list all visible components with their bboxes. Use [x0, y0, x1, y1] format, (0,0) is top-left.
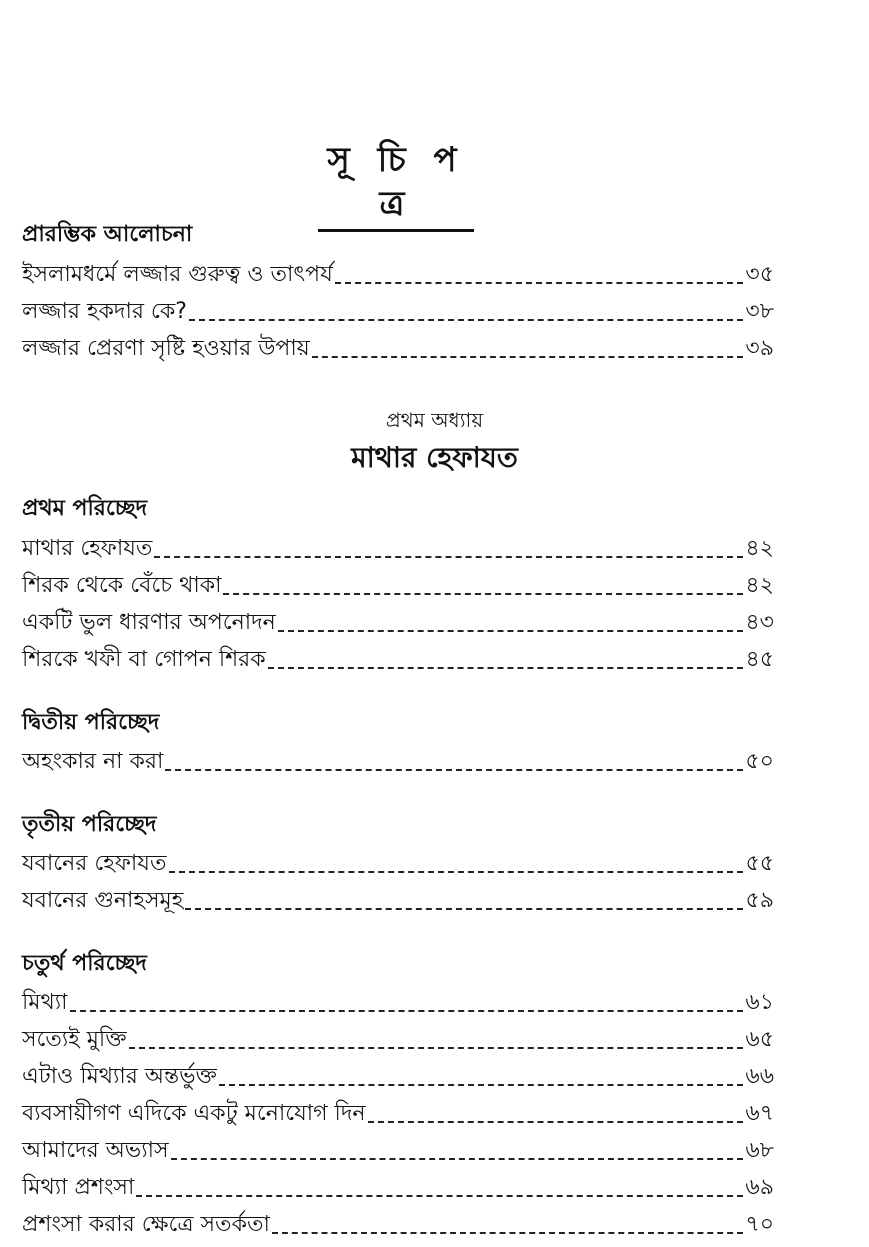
- toc-entry[interactable]: [22, 743, 774, 777]
- dot-leader: [165, 769, 743, 771]
- section-heading: দ্বিতীয় পরিচ্ছেদ: [22, 710, 160, 735]
- toc-title-block: [318, 138, 474, 232]
- toc-entry-title: যবানের গুনাহসমূহ: [22, 888, 184, 913]
- dot-leader: [169, 871, 744, 873]
- dot-leader: [335, 282, 744, 284]
- toc-entry-page: ৬৬: [745, 1064, 774, 1089]
- dot-leader: [223, 593, 743, 595]
- toc-entry-page: ৫৫: [745, 851, 774, 876]
- dot-leader: [268, 667, 744, 669]
- toc-entry-title: একটি ভুল ধারণার অপনোদন: [22, 610, 276, 635]
- toc-entry[interactable]: [22, 845, 774, 879]
- toc-entry[interactable]: [22, 1021, 774, 1055]
- toc-entry-page: ৪৩: [745, 610, 774, 635]
- toc-entry-page: ৬৭: [745, 1101, 774, 1126]
- toc-entry-title: আমাদের অভ্যাস: [22, 1138, 169, 1163]
- toc-entry[interactable]: [22, 1058, 774, 1092]
- title-underline: [318, 229, 474, 232]
- dot-leader: [171, 1158, 744, 1160]
- toc-entry-page: ৪২: [745, 573, 774, 598]
- section-heading: চতুর্থ পরিচ্ছেদ: [22, 951, 147, 976]
- toc-entry[interactable]: [22, 1132, 774, 1166]
- dot-leader: [136, 1195, 743, 1197]
- toc-entry-title: লজ্জার প্রেরণা সৃষ্টি হওয়ার উপায়: [22, 336, 310, 361]
- dot-leader: [272, 1232, 744, 1234]
- toc-entry-title: যবানের হেফাযত: [22, 851, 167, 876]
- section-heading-intro: প্রারম্ভিক আলোচনা: [22, 222, 193, 247]
- toc-entry[interactable]: [22, 256, 774, 290]
- toc-entry[interactable]: [22, 530, 774, 564]
- section-heading: তৃতীয় পরিচ্ছেদ: [22, 812, 157, 837]
- toc-entry-page: ৩৮: [745, 299, 774, 324]
- toc-entry-title: ব্যবসায়ীগণ এদিকে একটু মনোযোগ দিন: [22, 1101, 366, 1126]
- toc-entry[interactable]: [22, 984, 774, 1018]
- toc-entry-title: এটাও মিথ্যার অন্তর্ভুক্ত: [22, 1064, 217, 1089]
- toc-entry-title: শিরকে খফী বা গোপন শিরক: [22, 647, 266, 672]
- toc-entry-page: ৪২: [745, 536, 774, 561]
- toc-entry-page: ৩৯: [745, 336, 774, 361]
- toc-entry-title: মিথ্যা: [22, 990, 68, 1015]
- toc-entry[interactable]: [22, 882, 774, 916]
- dot-leader: [312, 356, 744, 358]
- dot-leader: [219, 1084, 744, 1086]
- dot-leader: [189, 319, 743, 321]
- toc-entry-page: ৬৮: [745, 1138, 774, 1163]
- toc-entry-title: প্রশংসা করার ক্ষেত্রে সতর্কতা: [22, 1212, 270, 1237]
- toc-entry-title: ইসলামধর্মে লজ্জার গুরুত্ব ও তাৎপর্য: [22, 262, 333, 287]
- toc-entry-page: ৭০: [745, 1212, 774, 1237]
- section-heading: প্রথম পরিচ্ছেদ: [22, 496, 148, 521]
- dot-leader: [278, 630, 744, 632]
- chapter-title: মাথার হেফাযত: [351, 441, 518, 474]
- toc-entry-page: ৪৫: [745, 647, 774, 672]
- toc-entry-page: ৬৫: [745, 1027, 774, 1052]
- dot-leader: [368, 1121, 744, 1123]
- dot-leader: [185, 908, 743, 910]
- toc-entry-page: ৬১: [745, 990, 774, 1015]
- toc-entry[interactable]: [22, 1095, 774, 1129]
- toc-entry-title: অহংকার না করা: [22, 749, 164, 774]
- toc-entry-title: মাথার হেফাযত: [22, 536, 153, 561]
- toc-entry-title: লজ্জার হকদার কে?: [22, 299, 187, 324]
- toc-entry-page: ৩৫: [745, 262, 774, 287]
- chapter-label: প্রথম অধ্যায়: [385, 408, 484, 432]
- dot-leader: [70, 1010, 744, 1012]
- toc-entry[interactable]: [22, 330, 774, 364]
- toc-entry[interactable]: [22, 1169, 774, 1203]
- toc-entry[interactable]: [22, 641, 774, 675]
- toc-entry-page: ৬৯: [745, 1175, 774, 1200]
- toc-entry[interactable]: [22, 293, 774, 327]
- toc-entry[interactable]: [22, 1206, 774, 1240]
- toc-entry-title: মিথ্যা প্রশংসা: [22, 1175, 135, 1200]
- dot-leader: [129, 1047, 744, 1049]
- toc-entry-page: ৫০: [745, 749, 774, 774]
- toc-entry[interactable]: [22, 567, 774, 601]
- dot-leader: [154, 556, 743, 558]
- toc-entry[interactable]: [22, 604, 774, 638]
- page-title: সূ চি প ত্র: [327, 140, 465, 224]
- toc-entry-title: সত্যেই মুক্তি: [22, 1027, 127, 1052]
- toc-entry-title: শিরক থেকে বেঁচে থাকা: [22, 573, 222, 598]
- toc-entry-page: ৫৯: [745, 888, 774, 913]
